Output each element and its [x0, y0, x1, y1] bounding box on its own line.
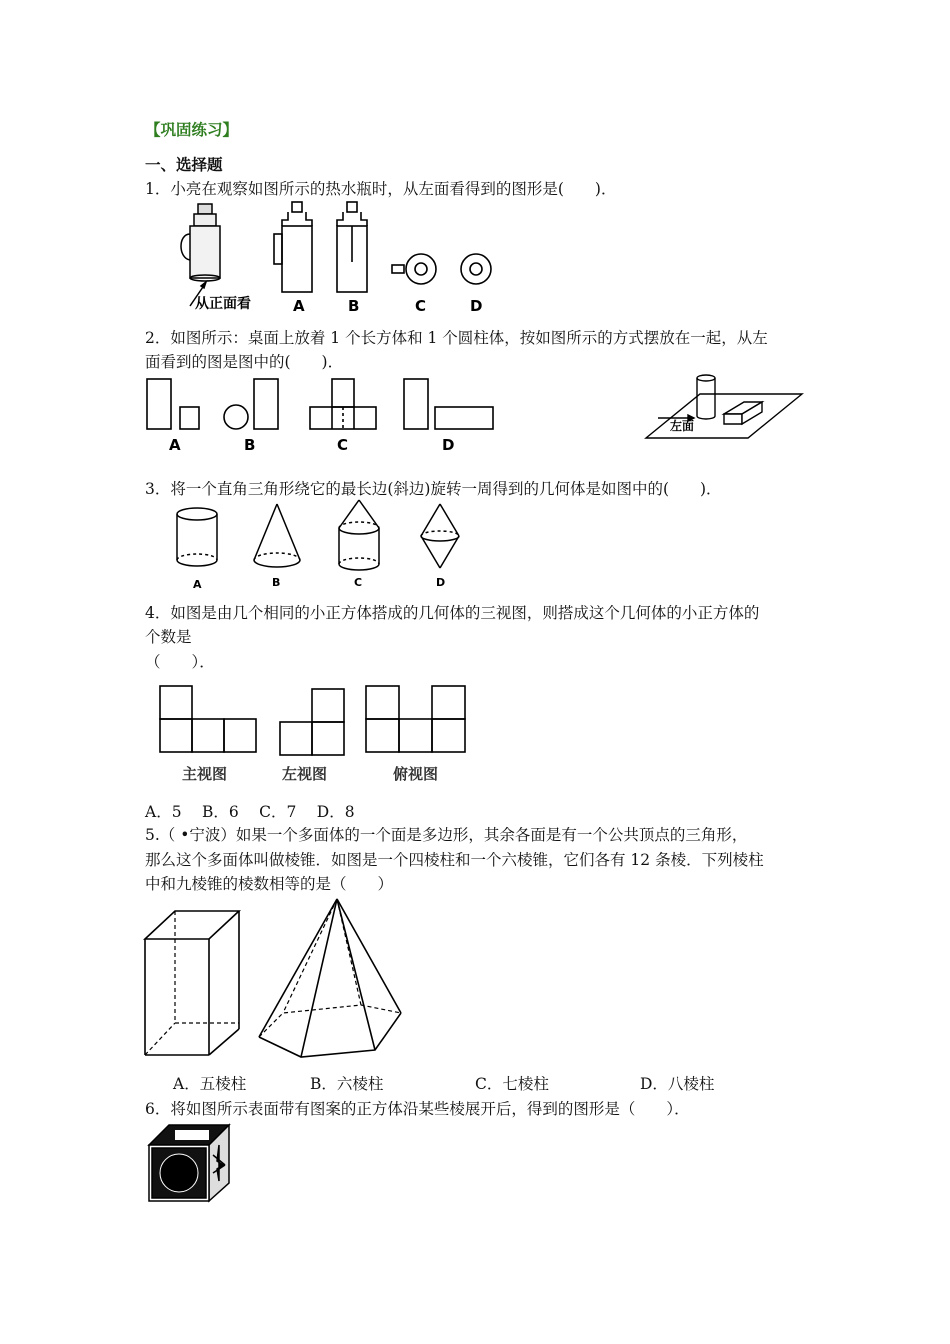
question-6-text: 6．将如图所示表面带有图案的正方体沿某些棱展开后，得到的图形是（ ）．: [145, 1100, 690, 1118]
question-5-line3: 中和九棱锥的棱数相等的是（ ）: [145, 875, 394, 893]
q1-option-d-figure: [461, 254, 491, 284]
q1-figure: [170, 198, 510, 318]
q1-label-c: C: [415, 297, 427, 315]
q5-choice-d: D．八棱柱: [640, 1075, 715, 1093]
question-4-line2: 个数是: [145, 628, 192, 646]
q1-option-b-figure: [337, 202, 367, 292]
q1-option-a-figure: [274, 202, 312, 292]
q4-label-main-view: 主视图: [182, 765, 228, 783]
question-2-line1: 2．如图所示：桌面上放着 1 个长方体和 1 个圆柱体，按如图所示的方式摆放在一起，从左: [145, 329, 768, 347]
q3-figure: [170, 498, 470, 594]
q4-label-left-view: 左视图: [282, 765, 328, 783]
q3-label-d: D: [436, 576, 446, 589]
thermos-drawing: [181, 204, 220, 306]
q2-options-figure: [145, 375, 505, 455]
q3-label-a: A: [193, 578, 202, 591]
q5-figure: [143, 895, 423, 1065]
q5-choice-c: C．七棱柱: [475, 1075, 549, 1093]
question-4-line3: （ ）．: [145, 653, 215, 671]
q2-label-a: A: [169, 436, 181, 454]
q1-label-d: D: [470, 297, 483, 315]
q2-label-b: B: [244, 436, 256, 454]
question-4-choices: A．5 B．6 C．7 D．8: [145, 803, 355, 821]
question-1-text: 1．小亮在观察如图所示的热水瓶时，从左面看得到的图形是( )．: [145, 180, 617, 198]
q1-label-b: B: [348, 297, 360, 315]
q2-scene-figure: [640, 372, 810, 444]
question-5-line1: 5.（ •宁波）如果一个多面体的一个面是多边形，其余各面是有一个公共顶点的三角形，: [145, 826, 748, 844]
question-5-line2: 那么这个多面体叫做棱锥．如图是一个四棱柱和一个六棱锥，它们各有 12 条棱．下列棱柱: [145, 851, 764, 869]
q5-choice-a: A．五棱柱: [173, 1075, 247, 1093]
section-title: 【巩固练习】: [145, 120, 239, 139]
part-title: 一、选择题: [145, 155, 223, 174]
q4-figure: [155, 682, 475, 792]
question-2-line2: 面看到的图是图中的( )．: [145, 353, 344, 371]
prism-drawing: [145, 911, 239, 1055]
q1-label-a: A: [293, 297, 305, 315]
q2-left-label: 左面: [670, 419, 695, 433]
question-3-text: 3．将一个直角三角形绕它的最长边(斜边)旋转一周得到的几何体是如图中的( )．: [145, 480, 722, 498]
question-4-line1: 4．如图是由几个相同的小正方体搭成的几何体的三视图，则搭成这个几何体的小正方体的: [145, 604, 760, 622]
q1-view-note: 从正面看: [195, 296, 251, 312]
q6-cube-figure: [147, 1121, 237, 1203]
q5-choice-b: B．六棱柱: [310, 1075, 384, 1093]
q3-label-c: C: [354, 576, 363, 589]
q4-label-top-view: 俯视图: [393, 765, 439, 783]
q1-option-c-figure: [392, 254, 436, 284]
q3-label-b: B: [272, 576, 281, 589]
q2-label-c: C: [337, 436, 349, 454]
q2-label-d: D: [442, 436, 455, 454]
pyramid-drawing: [259, 899, 401, 1057]
